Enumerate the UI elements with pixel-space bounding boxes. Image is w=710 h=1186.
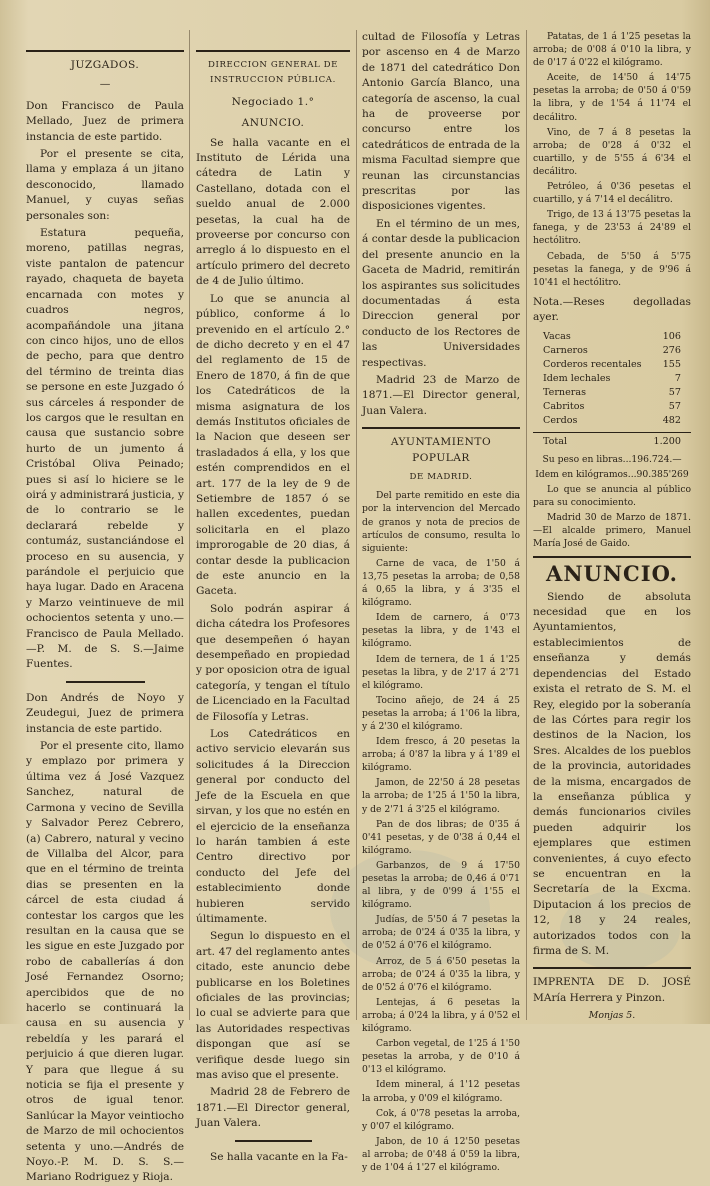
price-entry: Idem de carnero, á 0'73 pesetas la libra, y de 1'43 el kilógramo.	[362, 612, 520, 650]
price-entry: Vino, de 7 á 8 pesetas la arroba; de 0'28 á 0'32 el cuartillo, y de 5'55 á 6'34 el decálitro.	[533, 126, 691, 177]
price-entry: Idem fresco, á 20 pesetas la arroba; á 0'87 la libra y á 1'89 el kilógramo.	[362, 736, 520, 774]
notice-paragraph: Del parte remitido en este dia por la intervencion del Mercado de granos y nota de precios de artículos de consumo, resulta lo siguiente:	[362, 490, 520, 554]
price-entry: Idem de ternera, de 1 á 1'25 pesetas la libra, y de 2'17 á 2'71 el kilógramo.	[362, 653, 520, 691]
cattle-total-value: 1.200	[653, 435, 681, 447]
price-entry: Pan de dos libras; de 0'35 á 0'41 pesetas, y de 0'38 á 0,44 el kilógramo.	[362, 818, 520, 856]
notice-paragraph: Por el presente cito, llamo y emplazo por primera y última vez á José Vazquez Sanchez, natural de Carmona y vecino de Sevilla y Salvador Perez Cebrero, (a) Cabrero, natural y vecino de Villalba del Alcor, para que en el término de treinta dias se presenten en la cárcel de esta ciudad á contestar los cargos que les resultan en la causa que se les sigue en este Juzgado por robo de caballerías á don José Fernandez Osorno; apercibidos que de no hacerlo se continuará la causa en su ausencia y rebeldía y les parará el perjuicio á que dieren lugar. Y para que llegue á su noticia se fija el presente y otros de igual tenor. Sanlúcar la Mayor veintiocho de Marzo de mil ochocientos setenta y uno.—Andrés de Noyo.-P. M. D. S. S.—Mariano Rodriguez y Rioja.	[26, 740, 184, 1184]
price-entry: Patatas, de 1 á 1'25 pesetas la arroba; de 0'08 á 0'10 la libra, y de 0'17 á 0'22 el kilógramo.	[533, 31, 691, 69]
cattle-name: Cerdos	[543, 414, 578, 426]
price-entry: Trigo, de 13 á 13'75 pesetas la fanega, y de 23'53 á 24'89 el hectólitro.	[533, 209, 691, 247]
notice-paragraph: En el término de un mes, á contar desde la publicacion del presente anuncio en la Gaceta de Madrid, remitirán los aspirantes sus solicitudes documentadas á esta Direccion general por conducto de los Rectores de las Universidades respectivas.	[362, 217, 520, 369]
cattle-name: Cabritos	[543, 400, 585, 412]
column-2	[196, 30, 351, 1163]
cattle-count: 482	[662, 414, 681, 426]
cattle-row	[533, 358, 691, 372]
notice-paragraph: Solo podrán aspirar á dicha cátedra los Profesores que desempeñen ó hayan desempeñado en propiedad y por oposicion otra de igual categoría, y tengan el título de Licenciado en la Facultad de Filosofía y Letras.	[196, 602, 351, 723]
notice-paragraph: cultad de Filosofía y Letras por ascenso en 4 de Marzo de 1871 del catedrático Don Antonio García Blanco, una categoría de ascenso, la cual ha de proveerse por concurso entre los catedráticos de entrada de la misma Facultad siempre que reunan las circunstancias prescritas por las disposiciones vigentes.	[362, 31, 520, 213]
price-entry: Carne de vaca, de 1'50 á 13,75 pesetas la arroba; de 0,58 á 0,65 la libra, y á 3'35 el kilógramo.	[362, 557, 520, 609]
cattle-note-title: Nota.—Reses degolladas ayer.	[533, 295, 691, 324]
cattle-name: Idem lechales	[543, 372, 611, 384]
price-entry: Arroz, de 5 á 6'50 pesetas la arroba; de 0'24 á 0'35 la libra, y de 0'52 á 0'76 el kilógramo.	[362, 955, 520, 993]
separator-rule	[235, 1140, 312, 1142]
price-entry: Garbanzos, de 9 á 17'50 pesetas la arroba; de 0,46 á 0'71 al libra, y de 0'99 á 1'55 el kilógramo.	[362, 859, 520, 911]
cattle-row	[533, 372, 691, 386]
cattle-name: Corderos recentales	[543, 358, 642, 370]
section-rule	[533, 556, 691, 558]
price-entry: Petróleo, á 0'36 pesetas el cuartillo, y á 7'14 el decálitro.	[533, 181, 691, 206]
price-entry: Judías, de 5'50 á 7 pesetas la arroba; de 0'24 á 0'35 la libra, y de 0'52 á 0'76 el kilógramo.	[362, 914, 520, 952]
cattle-count: 57	[668, 386, 681, 398]
price-entry: Jamon, de 22'50 á 28 pesetas la arroba; de 1'25 á 1'50 la libra, y de 2'71 á 3'25 el kilógramo.	[362, 777, 520, 815]
weight-line: Idem en kilógramos...90.385'269	[535, 468, 689, 480]
notice-paragraph: Lo que se anuncia al público, conforme á lo prevenido en el artículo 2.° de dicho decreto y en el 47 del reglamento de 15 de Enero de 1870, á fin de que los Catedráticos de la misma asignatura de los demás Institutos oficiales de la Nacion que deseen ser trasladados á ella, y los que estén comprendidos en el art. 177 de la ley de 9 de Setiembre de 1857 ó se hallen excedentes, puedan solicitarla en el plazo improrogable de 20 dias, á contar desde la publicacion de este anuncio en la Gaceta.	[196, 292, 350, 598]
ornament-dash: —	[99, 78, 111, 91]
notice-paragraph: Segun lo dispuesto en el art. 47 del reglamento antes citado, este anuncio debe publicarse en los Boletines oficiales de las provincias; lo cual se advierte para que las Autoridades respectivas dispongan que así se verifique desde luego sin mas aviso que el presente.	[196, 930, 350, 1081]
price-entry: Cok, á 0'78 pesetas la arroba, y 0'07 el kilógramo.	[362, 1107, 520, 1132]
price-entry: Tocino añejo, de 24 á 25 pesetas la arroba; á 1'06 la libra, y á 2'30 el kilógramo.	[362, 694, 520, 732]
price-entry: Aceite, de 14'50 á 14'75 pesetas la arroba; de 0'50 á 0'59 la libra, y de 1'54 á 11'74 el decálitro.	[533, 72, 691, 123]
notice-title: ANUNCIO.	[241, 117, 305, 130]
notice-signature: Madrid 28 de Febrero de 1871.—El Director general, Juan Valera.	[196, 1086, 350, 1130]
cattle-table	[533, 330, 691, 449]
cattle-name: Carneros	[543, 344, 588, 356]
cattle-count: 276	[662, 344, 681, 356]
cattle-total-row	[533, 432, 691, 449]
announcement-paragraph: Siendo de absoluta necesidad que en los Ayuntamientos, establecimientos de enseñanza y demás dependencias del Estado exista el retrato de S. M. el Rey, elegido por la soberanía de las Córtes para regir los destinos de la Nacion, los Sres. Alcaldes de los pueblos de la provincia, autoridades de la misma, encargados de la enseñanza pública y demás funcionarios civiles pueden adquirir los ejemplares que estimen convenientes, á cuyo efecto se encuentran en la Secretaría de la Excma. Diputacion á los precios de 12, 18 y 24 reales, autorizados todos con la firma de S. M.	[533, 590, 691, 957]
cattle-count: 106	[662, 330, 681, 342]
section-heading: AYUNTAMIENTO POPULAR	[390, 436, 492, 464]
cattle-count: 57	[668, 400, 681, 412]
column-divider	[526, 30, 527, 1020]
notice-signature: Madrid 30 de Marzo de 1871.—El alcalde primero, Manuel María José de Gaido.	[533, 511, 691, 550]
notice-paragraph: Por el presente se cita, llama y emplaza á un jitano desconocido, llamado Manuel, y cuyas señas personales son:	[26, 148, 184, 222]
cattle-row	[533, 400, 691, 414]
column-divider	[189, 30, 190, 1020]
price-entry: Idem mineral, á 1'12 pesetas la arroba, y 0'09 el kilógramo.	[362, 1079, 520, 1104]
column-4	[533, 30, 691, 1020]
price-entry: Jabon, de 10 á 12'50 pesetas al arroba; de 0'48 á 0'59 la libra, y de 1'04 á 1'27 el kilógramo.	[362, 1135, 520, 1173]
section-subheading: Negociado 1.°	[231, 95, 315, 108]
notice-signature: Madrid 23 de Marzo de 1871.—El Director general, Juan Valera.	[362, 373, 520, 417]
price-entry: Carbon vegetal, de 1'25 á 1'50 pesetas la arroba, y de 0'10 á 0'13 el kilógramo.	[362, 1038, 520, 1076]
cattle-count: 7	[674, 372, 681, 384]
section-rule	[196, 50, 350, 52]
column-3	[362, 30, 520, 1173]
cattle-row	[533, 414, 691, 428]
notice-paragraph: Los Catedráticos en activo servicio elevarán sus solicitudes á la Direccion general por conducto del Jefe de la Escuela en que sirvan, y los que no estén en el ejercicio de la enseñanza lo harán tambien á este Centro directivo por conducto del Jefe del establecimiento donde hubieren servido últimamente.	[196, 728, 350, 925]
notice-paragraph: Don Andrés de Noyo y Zeudegui, Juez de primera instancia de este partido.	[26, 691, 184, 735]
section-rule	[26, 50, 184, 52]
price-entry: Cebada, de 5'50 á 5'75 pesetas la fanega, y de 9'96 á 10'41 el hectólitro.	[533, 250, 691, 288]
imprint-line: IMPRENTA DE D. JOSÉ MAría Herrera y Pinzon.	[533, 976, 691, 1004]
cattle-row	[533, 330, 691, 344]
cattle-row	[533, 386, 691, 400]
notice-paragraph: Don Francisco de Paula Mellado, Juez de primera instancia de este partido.	[26, 99, 184, 143]
weight-line: Su peso en libras...196.724.—	[542, 453, 682, 465]
section-heading: JUZGADOS.	[70, 59, 140, 71]
cattle-name: Terneras	[543, 386, 587, 398]
notice-paragraph: Lo que se anuncia al público para su conocimiento.	[533, 483, 691, 508]
column-divider	[356, 30, 357, 1020]
cattle-name: Vacas	[543, 330, 571, 342]
section-subheading: DE MADRID.	[409, 471, 473, 482]
section-rule	[533, 967, 691, 969]
notice-paragraph: Se halla vacante en el Instituto de Lérida una cátedra de Latin y Castellano, dotada con el sueldo anual de 2.000 pesetas, la cual ha de proveerse por concurso con arreglo á lo dispuesto en el artículo primero del decreto de 4 de Julio último.	[196, 136, 350, 288]
section-rule	[362, 427, 520, 429]
cattle-count: 155	[662, 358, 681, 370]
announcement-title: ANUNCIO.	[546, 561, 678, 587]
cattle-total-label: Total	[543, 435, 568, 447]
price-entry: Lentejas, á 6 pesetas la arroba; á 0'24 la libra, y á 0'52 el kilógramo.	[362, 996, 520, 1035]
cattle-row	[533, 344, 691, 358]
separator-rule	[66, 681, 145, 683]
imprint-address: Monjas 5.	[588, 1010, 636, 1022]
column-1	[26, 30, 184, 1184]
section-heading: DIRECCION GENERAL DE INSTRUCCION PÚBLICA.	[207, 60, 339, 86]
notice-paragraph: Estatura pequeña, moreno, patillas negras, viste pantalon de patencur rayado, chaqueta de bayeta encarnada con motes y cuadros negros, acompañándole una jitana con cinco hijos, uno de ellos de pecho, para que dentro del término de treinta dias se persone en este Juzgado ó sus cárceles á responder de los cargos que le resultan en causa que sustancio sobre hurto de un jumento á Cristóbal Oliva Peinado; pues si así lo hiciere se le oirá y administrará justicia, y de lo contrario se le declarará rebelde y contumáz, sustanciándose el proceso en su ausencia, y parándole el perjuicio que haya lugar. Dado en Aracena y Marzo veintinueve de mil ochocientos setenta y uno.—Francisco de Paula Mellado.—P. M. de S. S.—Jaime Fuentes.	[26, 227, 184, 671]
notice-paragraph: Se halla vacante en la Fa-	[210, 1150, 348, 1163]
